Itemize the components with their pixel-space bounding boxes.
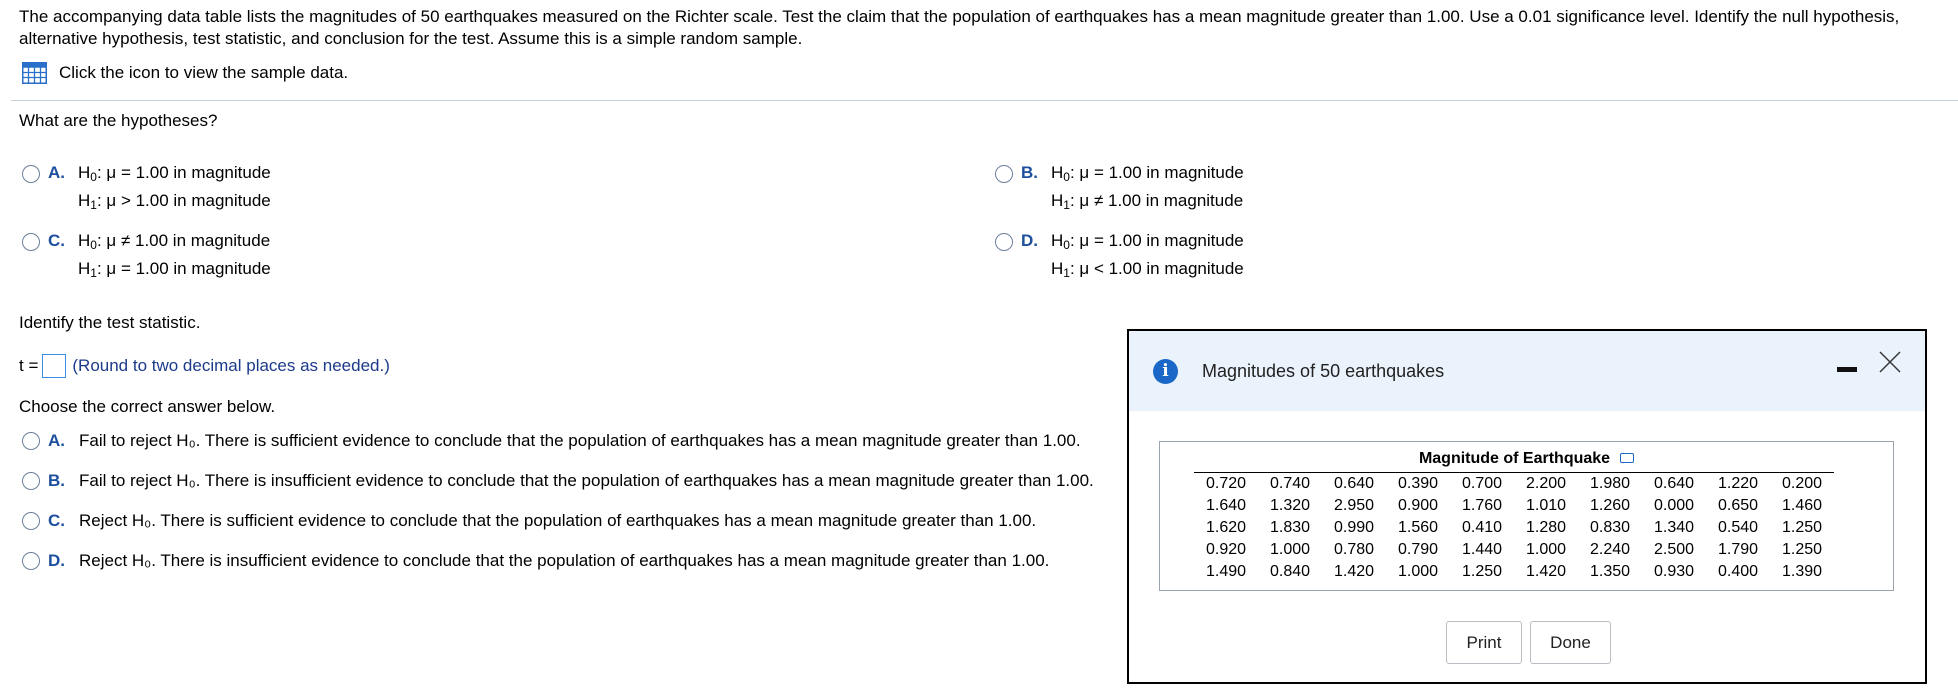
table-row — [1194, 561, 1834, 583]
option-letter: C. — [48, 511, 65, 530]
table-cell: 1.250 — [1781, 540, 1823, 558]
view-sample-data-label: Click the icon to view the sample data. — [59, 63, 349, 82]
magnitude-table — [1194, 472, 1834, 583]
test-statistic-question: Identify the test statistic. — [19, 313, 201, 332]
table-cell: 1.010 — [1525, 496, 1567, 514]
table-cell: 0.740 — [1258, 473, 1322, 495]
conclusion-text: Fail to reject H₀. There is sufficient evidence to conclude that the population of earthquakes has a mean magnitude greater than 1.00. — [79, 431, 1081, 450]
alternative-hypothesis: $H_1$: μ < 1.00 in magnitude — [1051, 259, 1244, 280]
table-cell: 1.440 — [1461, 540, 1503, 558]
copy-icon[interactable] — [1620, 453, 1634, 463]
dialog-title: Magnitudes of 50 earthquakes — [1202, 361, 1445, 381]
table-cell: 1.790 — [1717, 540, 1759, 558]
table-cell: 1.390 — [1781, 562, 1823, 580]
table-cell: 1.420 — [1525, 562, 1567, 580]
view-sample-data-link[interactable] — [22, 60, 348, 86]
table-cell: 0.990 — [1333, 518, 1375, 536]
table-cell: 1.640 — [1205, 496, 1247, 514]
radio-button[interactable] — [995, 233, 1013, 251]
data-table-frame — [1159, 441, 1894, 591]
table-cell: 1.620 — [1205, 518, 1247, 536]
conclusion-question: Choose the correct answer below. — [19, 397, 276, 416]
option-letter: B. — [1021, 163, 1038, 182]
close-icon[interactable] — [1877, 349, 1903, 375]
section-divider — [11, 100, 1958, 101]
option-letter: A. — [48, 163, 65, 182]
problem-statement: The accompanying data table lists the magnitudes of 50 earthquakes measured on the Richter scale. Test the claim that the population of earthquakes has a mean magnitude greater than 1.00. Use a 0.01 significance level. Identify the null hypothesis, alternative hypothesis, test statistic, and conclusion for the test. Assume this is a simple random sample. — [19, 7, 1900, 48]
table-row — [1194, 517, 1834, 539]
conclusion-text: Fail to reject H₀. There is insufficient evidence to conclude that the population of earthquakes has a mean magnitude greater than 1.00. — [79, 471, 1094, 490]
conclusion-option-a[interactable] — [22, 428, 1081, 454]
table-cell: 1.220 — [1706, 473, 1770, 495]
table-cell: 0.650 — [1717, 496, 1759, 514]
table-cell: 1.320 — [1269, 496, 1311, 514]
table-cell: 1.560 — [1397, 518, 1439, 536]
table-cell: 0.700 — [1450, 473, 1514, 495]
table-cell: 0.390 — [1386, 473, 1450, 495]
null-hypothesis: $H_0$: μ = 1.00 in magnitude — [78, 163, 271, 184]
table-cell: 0.830 — [1589, 518, 1631, 536]
radio-button[interactable] — [22, 432, 40, 450]
t-value-input[interactable] — [42, 354, 66, 378]
table-cell: 2.950 — [1333, 496, 1375, 514]
radio-button[interactable] — [22, 552, 40, 570]
table-cell: 2.500 — [1653, 540, 1695, 558]
data-table-icon[interactable] — [22, 62, 47, 84]
table-cell: 0.840 — [1269, 562, 1311, 580]
hypotheses-question: What are the hypotheses? — [19, 111, 218, 130]
radio-button[interactable] — [22, 512, 40, 530]
alternative-hypothesis: $H_1$: μ > 1.00 in magnitude — [78, 191, 271, 212]
radio-button[interactable] — [995, 165, 1013, 183]
table-row — [1194, 495, 1834, 517]
table-cell: 0.790 — [1397, 540, 1439, 558]
table-cell: 2.200 — [1514, 473, 1578, 495]
table-cell: 1.340 — [1653, 518, 1695, 536]
table-cell: 0.540 — [1717, 518, 1759, 536]
hypothesis-option-b[interactable] — [995, 163, 1244, 215]
radio-button[interactable] — [22, 165, 40, 183]
conclusion-option-c[interactable] — [22, 508, 1036, 534]
done-button[interactable]: Done — [1530, 621, 1611, 664]
table-cell: 1.420 — [1333, 562, 1375, 580]
radio-button[interactable] — [22, 233, 40, 251]
table-cell: 1.000 — [1525, 540, 1567, 558]
option-letter: B. — [48, 471, 65, 490]
null-hypothesis: $H_0$: μ = 1.00 in magnitude — [1051, 231, 1244, 252]
null-hypothesis: $H_0$: μ ≠ 1.00 in magnitude — [78, 231, 271, 252]
radio-button[interactable] — [22, 472, 40, 490]
table-cell: 2.240 — [1589, 540, 1631, 558]
null-hypothesis: $H_0$: μ = 1.00 in magnitude — [1051, 163, 1244, 184]
minimize-icon[interactable] — [1837, 367, 1857, 372]
alternative-hypothesis: $H_1$: μ ≠ 1.00 in magnitude — [1051, 191, 1244, 212]
table-cell: 1.760 — [1461, 496, 1503, 514]
info-icon: i — [1153, 359, 1178, 384]
option-letter: A. — [48, 431, 65, 450]
table-cell: 1.490 — [1205, 562, 1247, 580]
table-cell: 1.250 — [1461, 562, 1503, 580]
test-statistic-row — [19, 353, 390, 379]
conclusion-option-d[interactable] — [22, 548, 1049, 574]
table-cell: 0.780 — [1333, 540, 1375, 558]
table-cell: 0.900 — [1397, 496, 1439, 514]
table-cell: 0.640 — [1322, 473, 1386, 495]
table-cell: 0.410 — [1461, 518, 1503, 536]
hypothesis-option-a[interactable] — [22, 163, 271, 215]
option-letter: C. — [48, 231, 65, 250]
rounding-note: (Round to two decimal places as needed.) — [72, 356, 390, 375]
conclusion-text: Reject H₀. There is sufficient evidence to conclude that the population of earthquakes has a mean magnitude greater than 1.00. — [79, 511, 1037, 530]
table-cell: 1.250 — [1781, 518, 1823, 536]
option-letter: D. — [48, 551, 65, 570]
table-cell: 1.280 — [1525, 518, 1567, 536]
table-cell: 1.000 — [1397, 562, 1439, 580]
table-cell: 1.460 — [1781, 496, 1823, 514]
table-cell: 1.350 — [1589, 562, 1631, 580]
table-title-text: Magnitude of Earthquake — [1418, 450, 1611, 467]
hypothesis-option-c[interactable] — [22, 231, 271, 283]
conclusion-text: Reject H₀. There is insufficient evidence to conclude that the population of earthquakes has a mean magnitude greater than 1.00. — [79, 551, 1050, 570]
hypothesis-option-d[interactable] — [995, 231, 1244, 283]
conclusion-option-b[interactable] — [22, 468, 1094, 494]
table-cell: 1.000 — [1269, 540, 1311, 558]
table-cell: 0.930 — [1653, 562, 1695, 580]
dialog-header — [1129, 331, 1925, 411]
table-row — [1194, 473, 1834, 495]
table-cell: 1.980 — [1578, 473, 1642, 495]
print-button[interactable]: Print — [1446, 621, 1522, 664]
table-cell: 0.920 — [1205, 540, 1247, 558]
table-cell: 0.200 — [1770, 473, 1834, 495]
option-letter: D. — [1021, 231, 1038, 250]
table-cell: 1.260 — [1589, 496, 1631, 514]
table-row — [1194, 539, 1834, 561]
table-cell: 0.000 — [1653, 496, 1695, 514]
table-title — [1160, 450, 1893, 468]
table-cell: 1.830 — [1269, 518, 1311, 536]
table-cell: 0.720 — [1194, 473, 1258, 495]
table-cell: 0.400 — [1717, 562, 1759, 580]
alternative-hypothesis: $H_1$: μ = 1.00 in magnitude — [78, 259, 271, 280]
sample-data-dialog — [1127, 329, 1927, 684]
table-cell: 0.640 — [1642, 473, 1706, 495]
t-prefix: t = — [19, 356, 39, 375]
